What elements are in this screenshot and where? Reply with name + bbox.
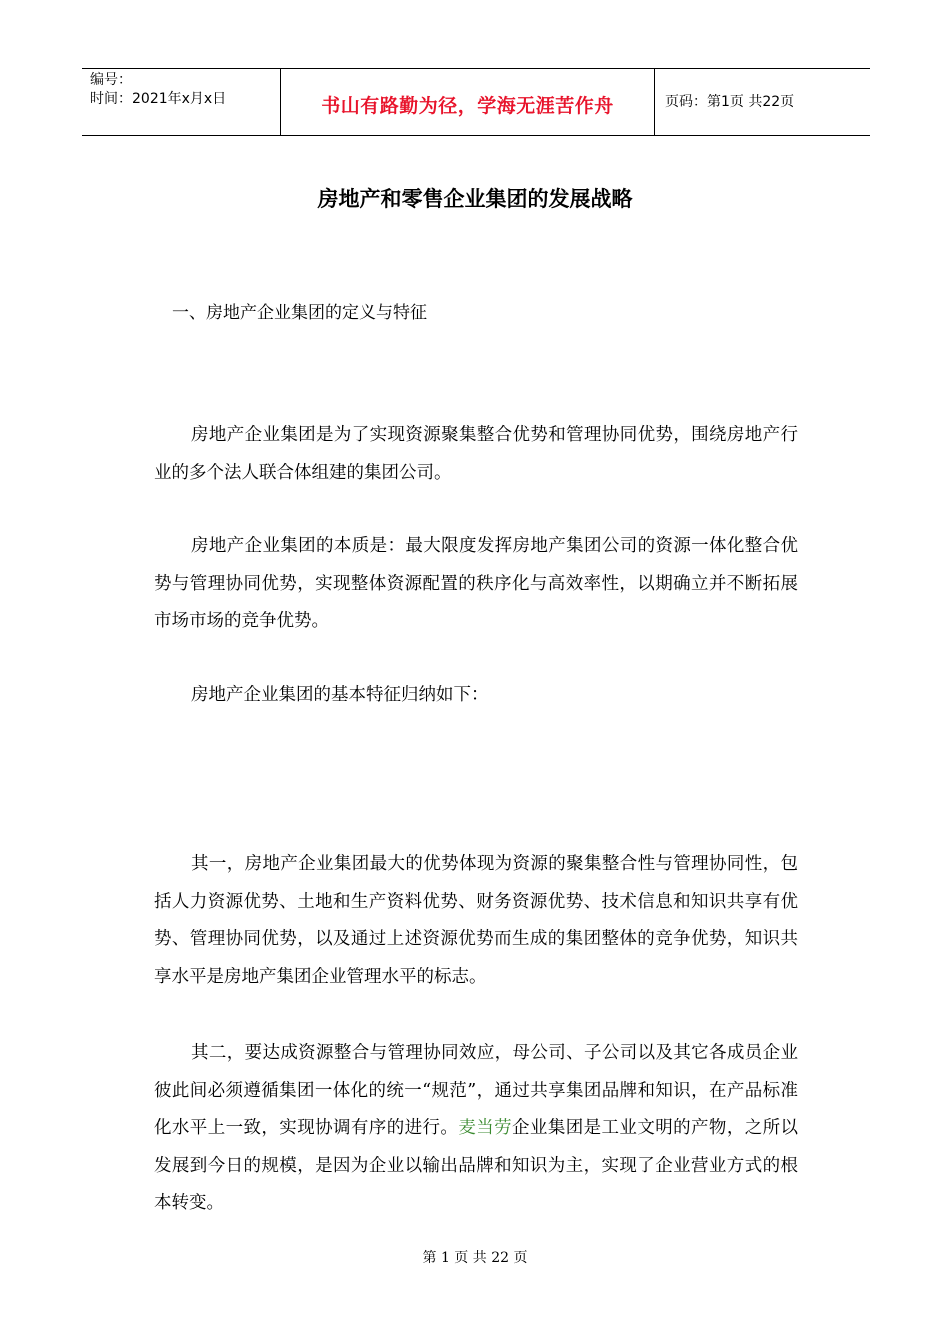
header-page-cell — [655, 69, 870, 135]
paragraph-definition: 房地产企业集团是为了实现资源聚集整合优势和管理协同优势，围绕房地产行业的多个法人联合体组建的集团公司。 — [154, 425, 798, 483]
header-meta-cell — [82, 69, 281, 135]
document-title: 房地产和零售企业集团的发展战略 — [317, 187, 633, 211]
mcdonalds-link[interactable]: 麦当劳 — [458, 1118, 513, 1138]
paragraph-feature-one: 其一，房地产企业集团最大的优势体现为资源的聚集整合性与管理协同性，包括人力资源优势、土地和生产资料优势、财务资源优势、技术信息和知识共享有优势、管理协同优势，以及通过上述资源优势而生成的集团整体的竞争优势，知识共享水平是房地产集团企业管理水平的标志。 — [154, 854, 798, 987]
document-number-label: 编号： — [90, 72, 132, 88]
page-footer: 第 1 页 共 22 页 — [422, 1250, 528, 1266]
paragraph-feature-two-text-b: 企业集团是工业文明的产物，之所以发展到今日的规模，是因为企业以输出品牌和知识为主，实现了企业营业方式的根本转变。 — [154, 1118, 799, 1213]
paragraph-feature-two — [154, 1035, 798, 1223]
header-motto-cell — [281, 69, 655, 135]
paragraph-essence: 房地产企业集团的本质是：最大限度发挥房地产集团公司的资源一体化整合优势与管理协同优势，实现整体资源配置的秩序化与高效率性，以期确立并不断拓展市场市场的竞争优势。 — [154, 536, 798, 631]
document-date-label: 时间：2021年x月x日 — [90, 91, 227, 107]
header-motto: 书山有路勤为径，学海无涯苦作舟 — [321, 94, 614, 117]
header-table — [82, 68, 870, 136]
paragraph-feature-two-text-a: 其二，要达成资源整合与管理协同效应，母公司、子公司以及其它各成员企业彼此间必须遵循集团一体化的统一“规范”，通过共享集团品牌和知识，在产品标准化水平上一致，实现协调有序的进行。 — [154, 1043, 798, 1138]
section-heading: 一、房地产企业集团的定义与特征 — [172, 303, 427, 323]
paragraph-features-intro: 房地产企业集团的基本特征归纳如下： — [191, 685, 489, 705]
header-page-code: 页码：第1页 共22页 — [665, 94, 795, 110]
